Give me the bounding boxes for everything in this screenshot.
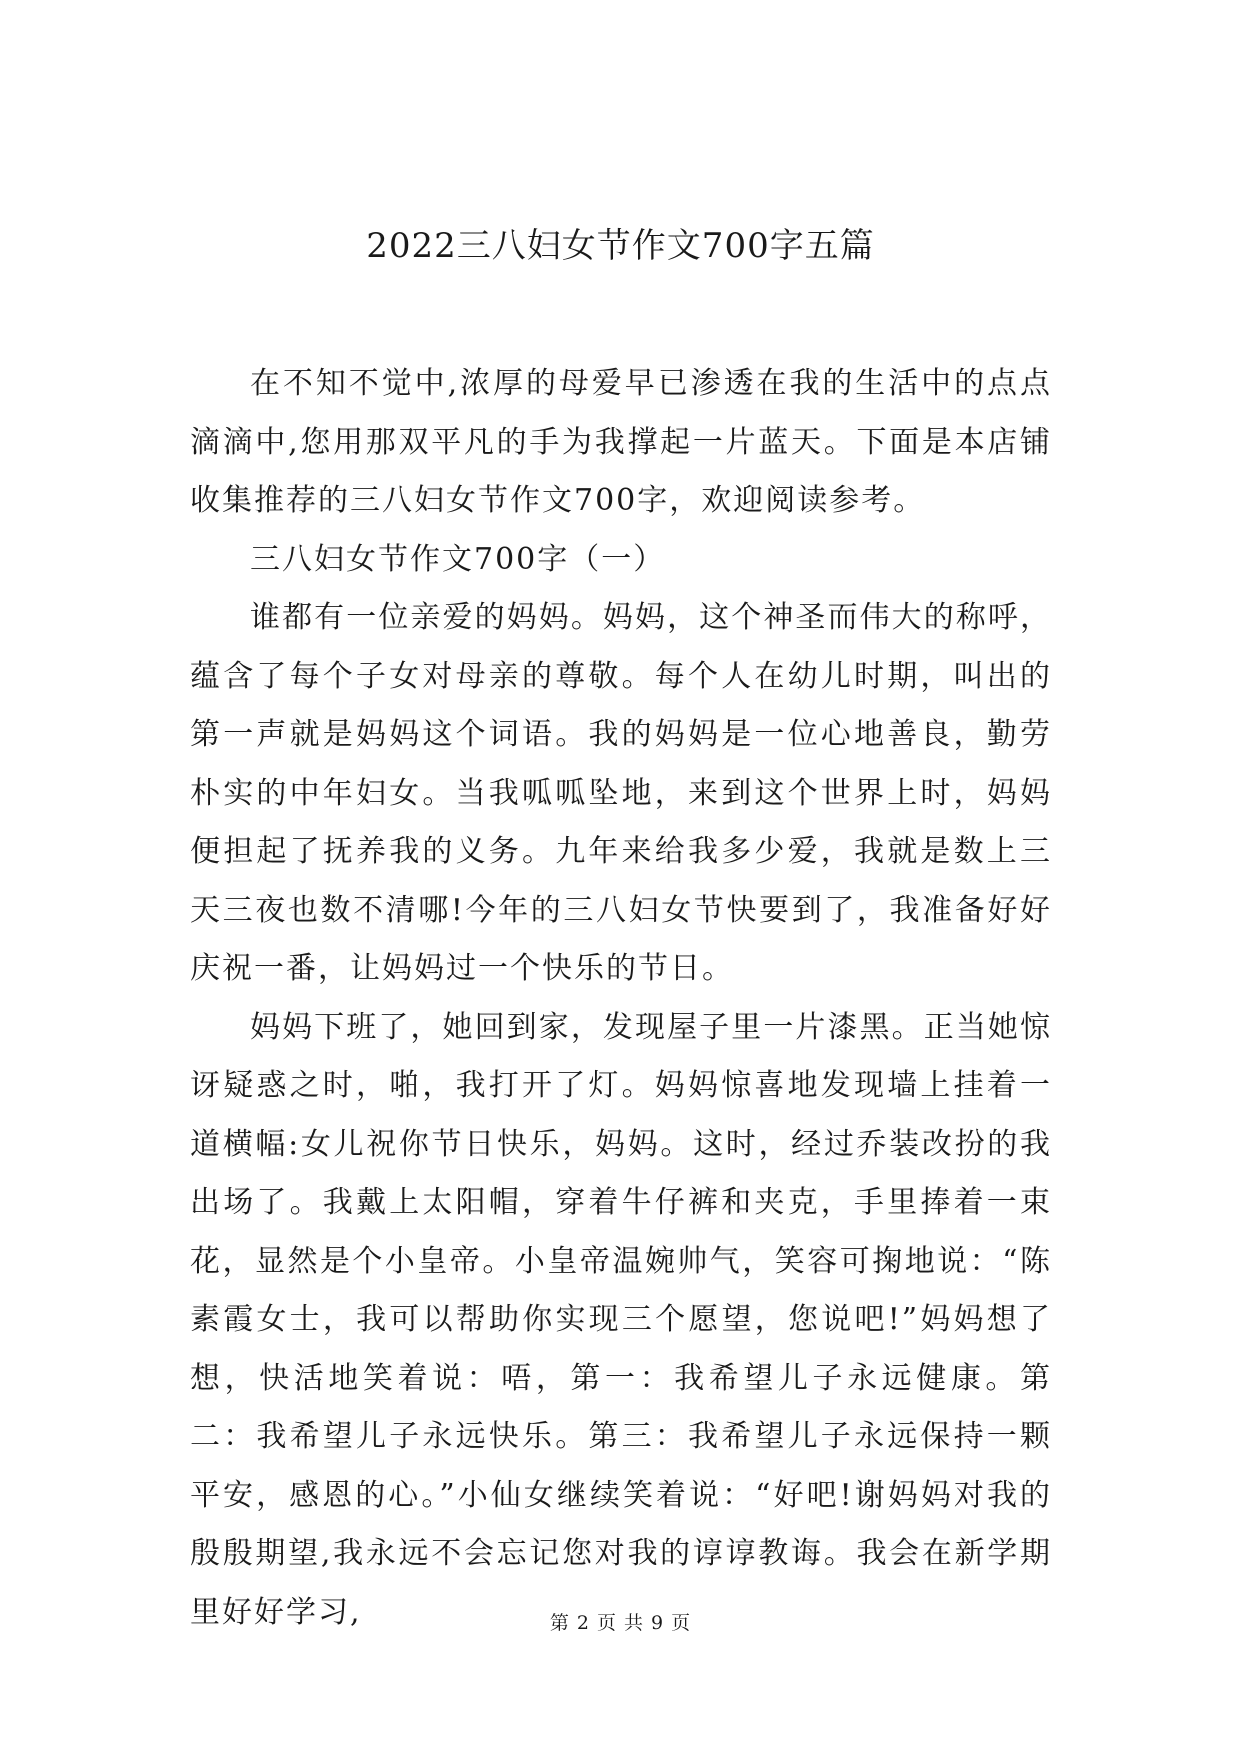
document-title: 2022三八妇女节作文700字五篇 (366, 226, 875, 266)
paragraph-celebration: 妈妈下班了，她回到家，发现屋子里一片漆黑。正当她惊讶疑惑之时，啪，我打开了灯。妈妈惊喜地发现墙上挂着一道横幅:女儿祝你节日快乐，妈妈。这时，经过乔装改扮的我出场了。我戴上太阳帽，穿着牛仔裤和夹克，手里捧着一束花，显然是个小皇帝。小皇帝温婉帅气，笑容可掬地说：“陈素霞女士，我可以帮助你实现三个愿望，您说吧!”妈妈想了想，快活地笑着说：唔，第一：我希望儿子永远健康。第二：我希望儿子永远快乐。第三：我希望儿子永远保持一颗平安，感恩的心。”小仙女继续笑着说：“好吧!谢妈妈对我的殷殷期望,我永远不会忘记您对我的谆谆教诲。我会在新学期里好好学习, (190, 1009, 1052, 1630)
paragraph-mother: 谁都有一位亲爱的妈妈。妈妈，这个神圣而伟大的称呼，蕴含了每个子女对母亲的尊敬。每个人在幼儿时期，叫出的第一声就是妈妈这个词语。我的妈妈是一位心地善良，勤劳朴实的中年妇女。当我呱呱坠地，来到这个世界上时，妈妈便担起了抚养我的义务。九年来给我多少爱，我就是数上三天三夜也数不清哪!今年的三八妇女节快要到了，我准备好好庆祝一番，让妈妈过一个快乐的节日。 (190, 600, 1052, 986)
paragraph-intro: 在不知不觉中,浓厚的母爱早已渗透在我的生活中的点点滴滴中,您用那双平凡的手为我撑起一片蓝天。下面是本店铺收集推荐的三八妇女节作文700字，欢迎阅读参考。 (190, 366, 1052, 518)
document-body (190, 355, 1052, 1642)
page-footer: 第 2 页 共 9 页 (549, 1612, 692, 1634)
section-heading: 三八妇女节作文700字（一） (250, 541, 666, 577)
